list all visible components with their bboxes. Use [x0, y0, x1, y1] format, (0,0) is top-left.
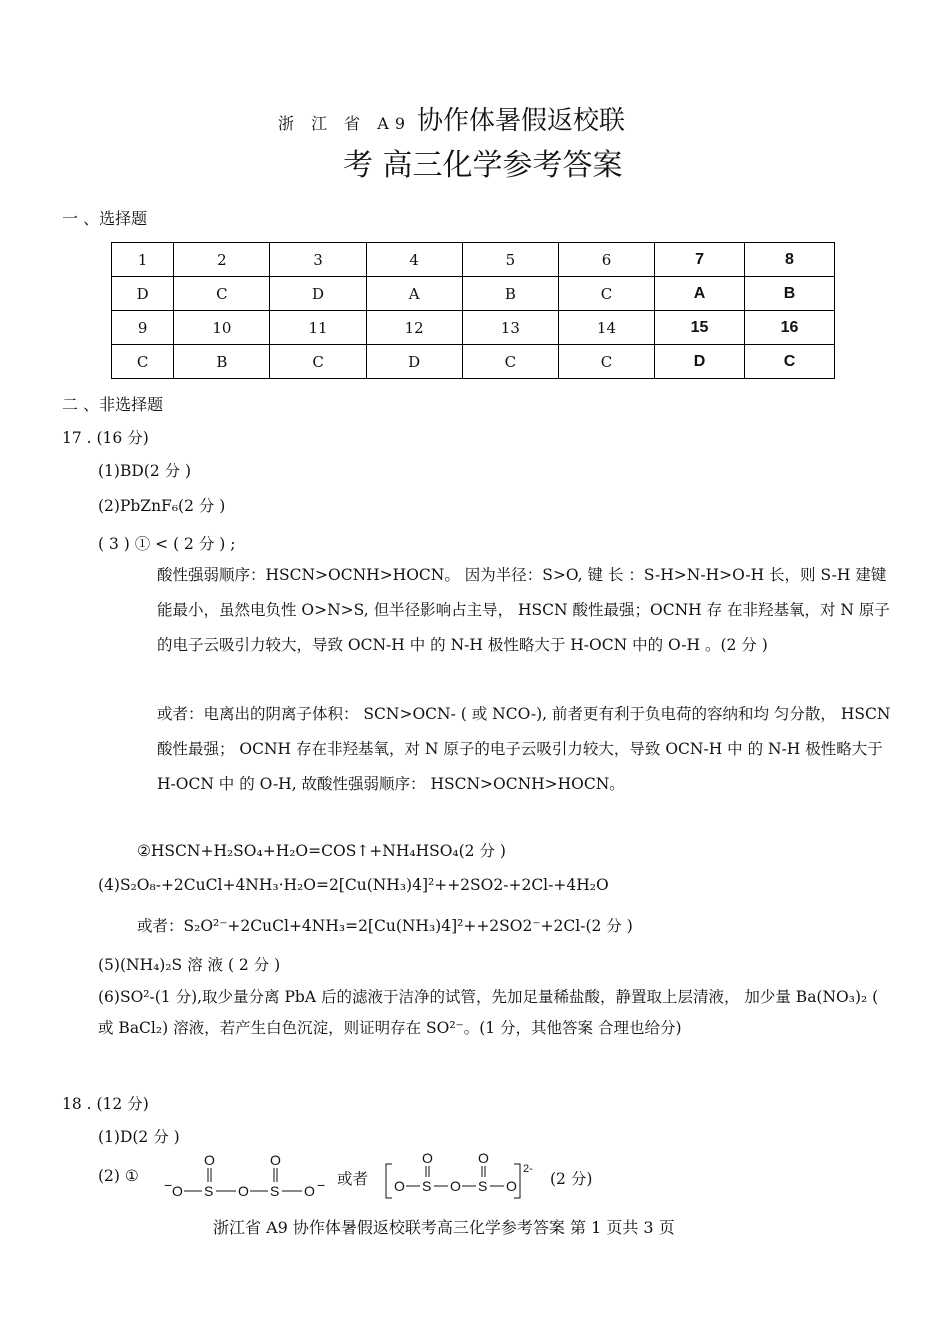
svg-text:S: S [270, 1183, 280, 1199]
table-cell: 7 [655, 243, 745, 277]
svg-text:S: S [204, 1183, 214, 1199]
q17-part-6: (6)SO²-(1 分),取少量分离 PbA 后的滤液于洁净的试管，先加足量稀盐酸，静置取上层清液， 加少量 Ba(NO₃)₂ ( 或 BaCl₂) 溶液，若产生白色沉淀，则证明存在 SO²⁻。(1 分，其他答案 合理也给分) [98, 988, 879, 1037]
svg-text:S: S [478, 1178, 488, 1194]
table-cell: A [655, 277, 745, 311]
ion-charge: 2- [523, 1163, 533, 1175]
table-cell: D [112, 277, 174, 311]
table-cell: 13 [462, 311, 558, 345]
table-cell: 16 [744, 311, 834, 345]
thiosulfate-structure-1 [160, 1148, 360, 1204]
svg-text:−: − [164, 1177, 173, 1193]
table-cell: D [655, 345, 745, 379]
table-cell: C [558, 345, 654, 379]
q18-part-2-prefix: (2) ① [98, 1167, 139, 1185]
title-main: 协作体暑假返校联 [417, 106, 626, 136]
table-cell: A [366, 277, 462, 311]
table-cell: 8 [744, 243, 834, 277]
q18-part-2-score: (2 分) [550, 1170, 593, 1188]
thiosulfate-structure-2 [382, 1148, 562, 1204]
q17-header: 17 . (16 分) [62, 429, 149, 447]
table-cell: 10 [174, 311, 270, 345]
svg-text:O: O [172, 1183, 183, 1199]
q17-part-4: (4)S₂O₈-+2CuCl+4NH₃·H₂O=2[Cu(NH₃)4]²++2SO2-+2Cl-+4H₂O [98, 876, 609, 894]
table-row [112, 243, 835, 277]
svg-text:O: O [422, 1150, 433, 1166]
table-row [112, 345, 835, 379]
q17-part-5: (5)(NH₄)₂S 溶 液 ( 2 分 ) [98, 956, 281, 974]
table-cell: 3 [270, 243, 366, 277]
section-2-heading: 二 、非选择题 [62, 395, 164, 414]
title-line-1 [278, 100, 625, 137]
table-cell: C [112, 345, 174, 379]
title-province: 浙 江 省 A9 [278, 114, 411, 133]
svg-text:O: O [238, 1183, 249, 1199]
table-cell: D [366, 345, 462, 379]
q18-part-2-or: 或者 [337, 1170, 369, 1188]
table-row [112, 277, 835, 311]
table-cell: 4 [366, 243, 462, 277]
svg-text:−: − [317, 1177, 326, 1193]
section-1-heading: 一 、选择题 [62, 209, 148, 228]
table-cell: 14 [558, 311, 654, 345]
svg-text:O: O [394, 1178, 405, 1194]
svg-text:O: O [478, 1150, 489, 1166]
q17-part-3-alternative: 或者：电离出的阴离子体积： SCN>OCN- ( 或 NCO-), 前者更有利于负电荷的容纳和均 匀分散， HSCN 酸性最强； OCNH 存在非羟基氧，对 N 原子的电子云吸引力较大，导致 OCN-H 中 的 N-H 极性略大于 H-OCN 中 的 O-H, 故酸性强弱顺序： HSCN>OCNH>HOCN。 [157, 705, 891, 793]
table-cell: C [174, 277, 270, 311]
svg-text:S: S [422, 1178, 432, 1194]
table-cell: C [744, 345, 834, 379]
table-cell: C [558, 277, 654, 311]
q17-part-2: (2)PbZnF₆(2 分 ) [98, 497, 226, 515]
table-cell: 9 [112, 311, 174, 345]
svg-text:O: O [304, 1183, 315, 1199]
page-footer: 浙江省 A9 协作体暑假返校联考高三化学参考答案 第 1 页共 3 页 [213, 1218, 675, 1237]
answer-table [111, 242, 835, 379]
q17-part-3-2: ②HSCN+H₂SO₄+H₂O=COS↑+NH₄HSO₄(2 分 ) [137, 842, 506, 860]
table-cell: B [462, 277, 558, 311]
svg-text:O: O [204, 1152, 215, 1168]
table-cell: 12 [366, 311, 462, 345]
table-cell: 11 [270, 311, 366, 345]
svg-text:O: O [506, 1178, 517, 1194]
table-cell: B [174, 345, 270, 379]
table-cell: 2 [174, 243, 270, 277]
table-cell: B [744, 277, 834, 311]
q17-part-4-alternative: 或者：S₂O²⁻+2CuCl+4NH₃=2[Cu(NH₃)4]²++2SO2⁻+2Cl-(2 分 ) [137, 917, 633, 935]
q18-header: 18 . (12 分) [62, 1095, 149, 1113]
q18-part-1: (1)D(2 分 ) [98, 1128, 180, 1146]
table-cell: 15 [655, 311, 745, 345]
table-cell: 1 [112, 243, 174, 277]
svg-text:O: O [270, 1152, 281, 1168]
svg-text:O: O [450, 1178, 461, 1194]
title-line-2: 考 高三化学参考答案 [343, 148, 623, 183]
q17-part-3: ( 3 ) ① < ( 2 分 ) ; [98, 535, 236, 553]
q17-part-3-explanation: 酸性强弱顺序：HSCN>OCNH>HOCN。 因为半径：S>O, 键 长 ：S-H>N-H>O-H 长，则 S-H 建键能最小，虽然电负性 O>N>S, 但半径影响占主导， HSCN 酸性最强；OCNH 存 在非羟基氧，对 N 原子的电子云吸引力较大，导致 OCN-H 中 的 N-H 极性略大于 H-OCN 中的 O-H 。(2 分 ) [157, 566, 890, 654]
table-cell: C [462, 345, 558, 379]
table-cell: 6 [558, 243, 654, 277]
table-cell: C [270, 345, 366, 379]
table-cell: D [270, 277, 366, 311]
table-cell: 5 [462, 243, 558, 277]
q17-part-1: (1)BD(2 分 ) [98, 462, 192, 480]
table-row [112, 311, 835, 345]
